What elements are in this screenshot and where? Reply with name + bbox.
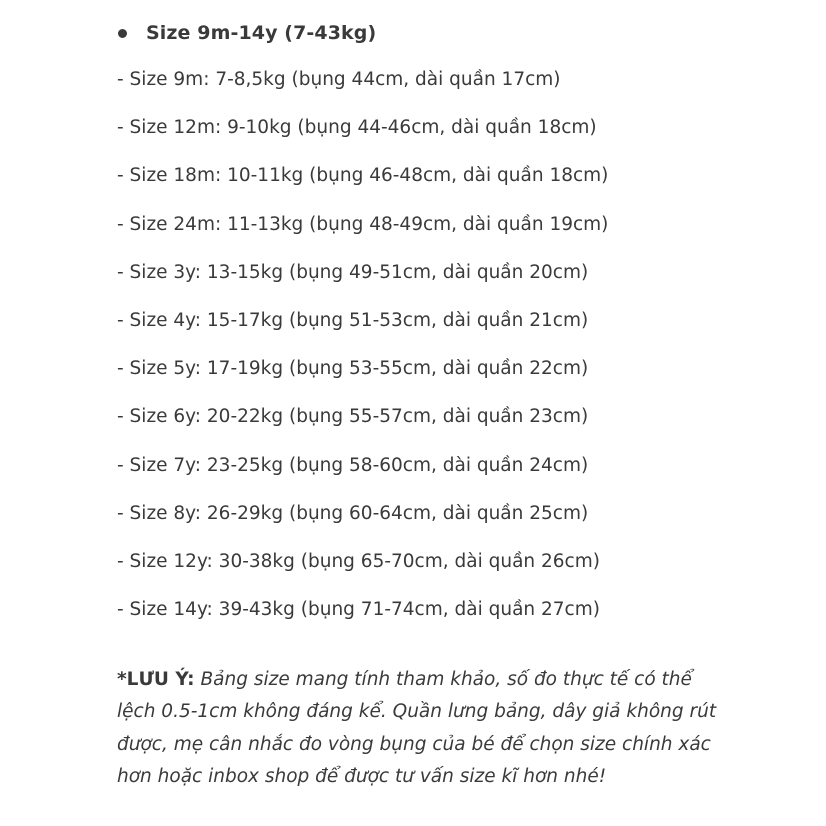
size-list — [117, 67, 608, 645]
size-range-title: Size 9m-14y (7-43kg) — [146, 22, 377, 44]
size-row: - Size 8y: 26-29kg (bụng 60-64cm, dài quần 25cm) — [117, 502, 589, 524]
size-row: - Size 12y: 30-38kg (bụng 65-70cm, dài quần 26cm) — [117, 550, 600, 572]
note-label: *LƯU Ý: — [117, 668, 195, 690]
size-row: - Size 5y: 17-19kg (bụng 53-55cm, dài quần 22cm) — [117, 358, 589, 380]
bullet-dot-icon — [118, 29, 127, 38]
size-row: - Size 12m: 9-10kg (bụng 44-46cm, dài quần 18cm) — [117, 117, 597, 139]
size-row: - Size 3y: 13-15kg (bụng 49-51cm, dài quần 20cm) — [117, 261, 589, 283]
size-row: - Size 9m: 7-8,5kg (bụng 44cm, dài quần 17cm) — [117, 69, 561, 90]
size-range-heading — [118, 19, 376, 47]
sizing-note — [117, 664, 717, 794]
size-row: - Size 6y: 20-22kg (bụng 55-57cm, dài quần 23cm) — [117, 406, 589, 428]
size-row: - Size 24m: 11-13kg (bụng 48-49cm, dài quần 19cm) — [117, 213, 609, 235]
size-row: - Size 7y: 23-25kg (bụng 58-60cm, dài quần 24cm) — [117, 454, 589, 476]
size-row: - Size 4y: 15-17kg (bụng 51-53cm, dài quần 21cm) — [117, 309, 589, 331]
size-row: - Size 14y: 39-43kg (bụng 71-74cm, dài quần 27cm) — [117, 599, 600, 621]
note-text: Bảng size mang tính tham khảo, số đo thực tế có thể lệch 0.5-1cm không đáng kể. Quần lưng bảng, dây giả không rút được, mẹ cân nhắc đo vòng bụng của bé để chọn size chính xác hơn hoặc inbox shop để được tư vấn size kĩ hơn nhé! — [117, 668, 717, 787]
size-row: - Size 18m: 10-11kg (bụng 46-48cm, dài quần 18cm) — [117, 165, 609, 187]
